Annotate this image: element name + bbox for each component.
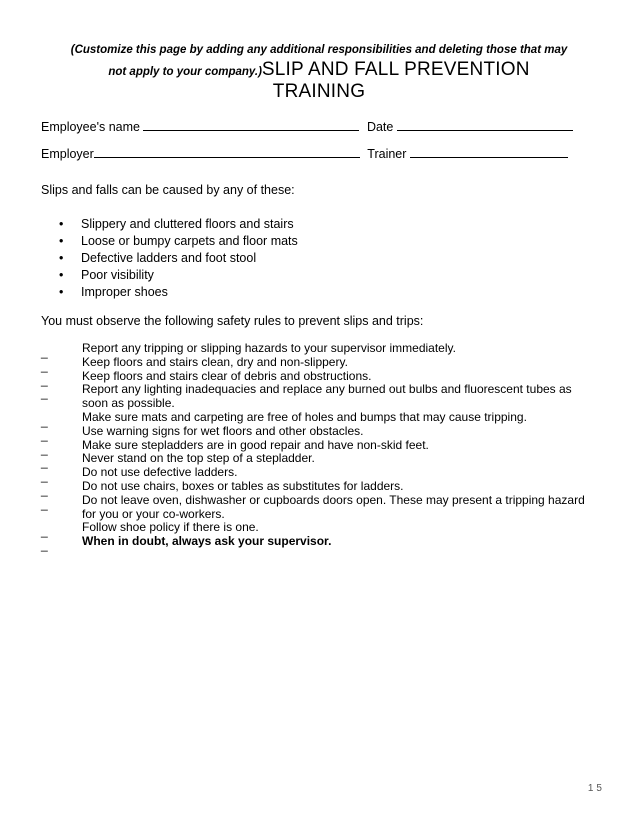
checkbox-blank[interactable]: _ [41,538,48,553]
checkbox-blank[interactable]: _ [41,345,48,359]
trainer-field[interactable] [410,146,568,158]
checkbox-blank[interactable]: _ [41,524,48,539]
list-item: • Slippery and cluttered floors and stairs [59,217,294,231]
checkbox-blank[interactable]: _ [41,482,48,497]
list-item: • Loose or bumpy carpets and floor mats [59,234,298,248]
checkbox-blank[interactable]: _ [41,469,48,484]
checkbox-blank[interactable]: _ [41,386,48,401]
checkbox-blank[interactable]: _ [41,496,48,511]
page-title: SLIP AND FALL PREVENTION [261,59,530,80]
checkbox-blank[interactable]: _ [41,441,48,456]
rule-item: _ Do not use defective ladders. [41,465,238,484]
page-number: 15 [587,783,605,794]
employer-field[interactable] [94,146,360,158]
rule-item: _ Do not use chairs, boxes or tables as substitutes for ladders. [41,478,404,497]
list-item: • Poor visibility [59,268,154,282]
rule-item: _ Make sure stepladders are in good repair and have non-skid feet. [41,437,429,456]
checkbox-blank[interactable]: _ [41,413,48,428]
rules-intro: You must observe the following safety rules to prevent slips and trips: [41,314,424,328]
employer-label: Employer [41,147,94,161]
customize-note-line2-text: not apply to your company.) [108,66,262,78]
rule-item: _ Do not leave oven, dishwasher or cupboards doors open. These may present a tripping hazard for you or your co-workers. [41,492,585,521]
bullet-icon: • [59,251,64,265]
rule-item: _ Report any tripping or slipping hazards to your supervisor immediately. [41,341,456,359]
list-item: • Defective ladders and foot stool [59,251,257,265]
trainer-label: Trainer [367,147,407,161]
rule-item: _ Keep floors and stairs clear of debris and obstructions. [41,368,372,387]
rule-item: _ When in doubt, always ask your supervisor. [41,534,332,553]
rule-item: _ Keep floors and stairs clean, dry and non-slippery. [41,354,348,373]
customize-note-line1: (Customize this page by adding any additional responsibilities and deleting those that may [70,44,568,56]
rule-item: _ Follow shoe policy if there is one. [41,520,259,539]
checkbox-blank[interactable]: _ [41,358,48,373]
checkbox-blank[interactable]: _ [41,455,48,470]
checkbox-blank[interactable]: _ [41,372,48,387]
employee-name-field[interactable] [143,119,359,131]
causes-list [59,216,298,301]
list-item: • Improper shoes [59,285,168,299]
rule-item: _ Make sure mats and carpeting are free of holes and bumps that may cause tripping. [41,409,527,428]
date-label: Date [366,120,394,134]
rule-item: _ Never stand on the top step of a stepladder. [41,451,315,470]
employee-name-label: Employee's name [41,120,140,134]
checkbox-blank[interactable]: _ [41,427,48,442]
employer-trainer-row [41,146,568,162]
bullet-icon: • [59,234,64,248]
bullet-icon: • [59,285,64,299]
date-field[interactable] [397,119,573,131]
bullet-icon: • [59,268,64,282]
page-title-line2: TRAINING [272,81,366,102]
bullet-icon: • [59,217,64,231]
rule-item: _ Use warning signs for wet floors and other obstacles. [41,423,364,442]
causes-intro: Slips and falls can be caused by any of these: [41,183,295,197]
rule-item: _ Report any lighting inadequacies and replace any burned out bulbs and fluorescent tubes as soon as possible. [41,382,572,411]
employee-date-row [41,119,573,135]
rules-list [41,341,601,553]
